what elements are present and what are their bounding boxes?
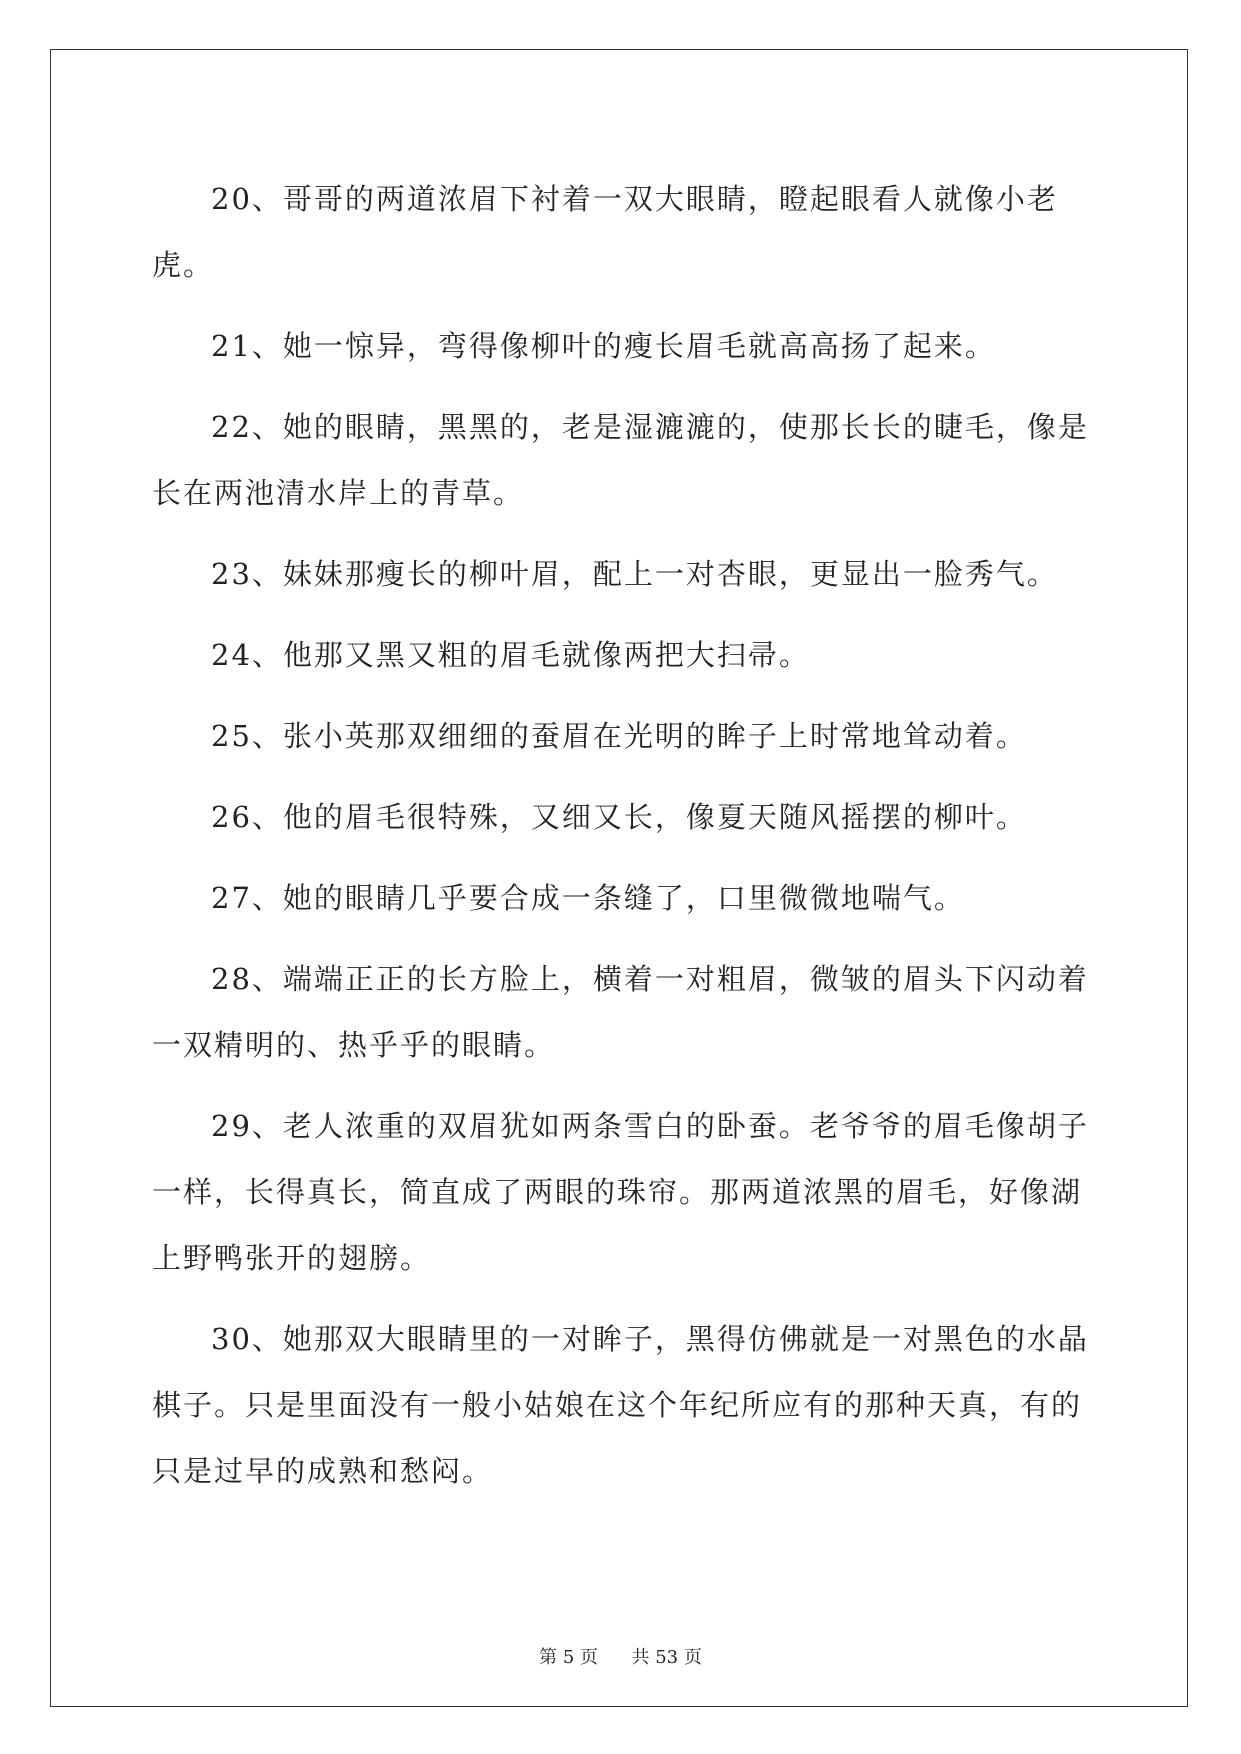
paragraph-29: 29、老人浓重的双眉犹如两条雪白的卧蚕。老爷爷的眉毛像胡子一样，长得真长，简直成了两眼的珠帘。那两道浓黑的眉毛，好像湖上野鸭张开的翅膀。 [152,1109,1089,1275]
paragraph-26: 26、他的眉毛很特殊，又细又长，像夏天随风摇摆的柳叶。 [211,800,1027,834]
paragraph-30: 30、她那双大眼睛里的一对眸子，黑得仿佛就是一对黑色的水晶棋子。只是里面没有一般小姑娘在这个年纪所应有的那种天真，有的只是过早的成熟和愁闷。 [152,1322,1089,1488]
paragraph-22: 22、她的眼睛，黑黑的，老是湿漉漉的，使那长长的睫毛，像是长在两池清水岸上的青草。 [152,410,1089,510]
page-total: 共 53 页 [631,1647,702,1668]
paragraph-20: 20、哥哥的两道浓眉下衬着一双大眼睛，瞪起眼看人就像小老虎。 [152,182,1058,282]
paragraph-21: 21、她一惊异，弯得像柳叶的瘦长眉毛就高高扬了起来。 [211,329,996,363]
paragraph-24: 24、他那又黑又粗的眉毛就像两把大扫帚。 [211,638,810,672]
paragraph-28: 28、端端正正的长方脸上，横着一对粗眉，微皱的眉头下闪动着一双精明的、热乎乎的眼睛。 [152,962,1089,1062]
paragraph-25: 25、张小英那双细细的蚕眉在光明的眸子上时常地耸动着。 [211,719,1027,753]
document-body [152,166,1092,1519]
paragraph-23: 23、妹妹那瘦长的柳叶眉，配上一对杏眼，更显出一脸秀气。 [211,557,1058,591]
paragraph-27: 27、她的眼睛几乎要合成一条缝了，口里微微地喘气。 [211,881,965,915]
page-footer [0,1643,1241,1669]
page-number: 第 5 页 [539,1647,599,1668]
